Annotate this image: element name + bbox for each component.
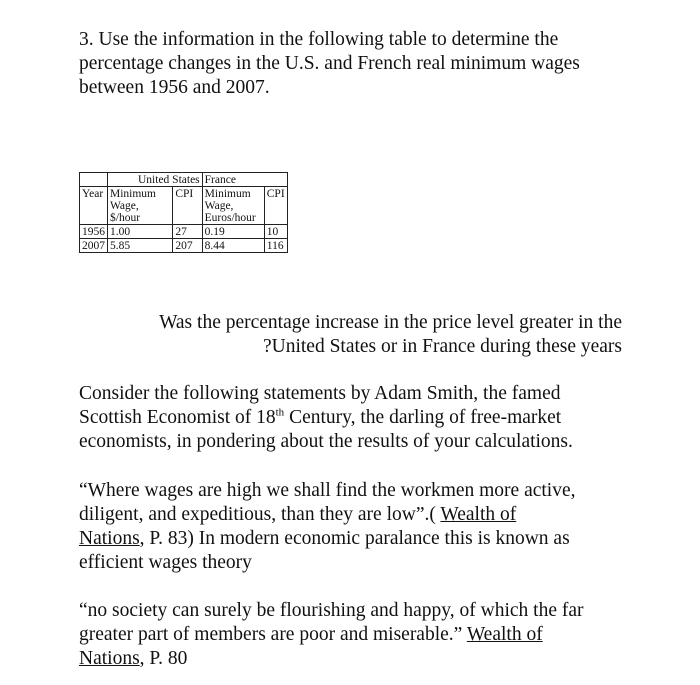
cell-us-wage: 1.00 <box>108 225 173 239</box>
consider-text: Century, the darling of free-market <box>284 407 562 428</box>
table-header-year: Year <box>80 187 108 225</box>
table-header-us-cpi: CPI <box>173 187 202 225</box>
quote-line <box>79 623 639 647</box>
cell-year: 2007 <box>80 239 108 253</box>
quote-line: efficient wages theory <box>79 552 252 573</box>
table-row <box>80 239 288 253</box>
question-paragraph <box>79 28 639 100</box>
wealth-of-nations-link: Nations <box>79 648 140 669</box>
wage-table <box>79 172 288 253</box>
cell-us-cpi: 27 <box>173 225 202 239</box>
quote-line <box>79 527 639 551</box>
cell-us-cpi: 207 <box>173 239 202 253</box>
table-group-us: United States <box>108 173 203 187</box>
table-cell-empty <box>80 173 108 187</box>
table-header-us-wage <box>108 187 173 225</box>
question-line: percentage changes in the U.S. and French real minimum wages <box>79 53 580 74</box>
consider-text: Scottish Economist of 18 <box>79 407 276 428</box>
table-header-fr-cpi: CPI <box>264 187 287 225</box>
quote-line <box>79 647 639 671</box>
quote-line: “Where wages are high we shall find the workmen more active, <box>79 480 576 501</box>
quote-line: “no society can surely be flourishing and happy, of which the far <box>79 600 584 621</box>
followup-line: ?United States or in France during these years <box>262 336 622 357</box>
consider-line: economists, in pondering about the results of your calculations. <box>79 431 573 452</box>
header-text: Wage, <box>110 200 139 212</box>
cell-fr-wage: 8.44 <box>202 239 264 253</box>
header-text: Minimum <box>110 188 157 200</box>
consider-line <box>79 406 639 430</box>
table-group-france: France <box>202 173 287 187</box>
table-header-fr-wage <box>202 187 264 225</box>
wealth-of-nations-link: Wealth of <box>466 624 543 645</box>
quote-text: , P. 83) In modern economic paralance this is known as <box>139 528 570 549</box>
question-line: between 1956 and 2007. <box>79 77 270 98</box>
quote2-paragraph <box>79 599 639 671</box>
quote-text: , P. 80 <box>139 648 188 669</box>
table-header-row <box>80 187 288 225</box>
cell-fr-wage: 0.19 <box>202 225 264 239</box>
cell-us-wage: 5.85 <box>108 239 173 253</box>
header-text: $/hour <box>110 212 141 224</box>
header-text: Euros/hour <box>204 212 256 224</box>
followup-line: Was the percentage increase in the price level greater in the <box>159 312 622 333</box>
quote1-paragraph <box>79 479 639 575</box>
superscript: th <box>275 406 285 419</box>
header-text: Minimum <box>204 188 251 200</box>
wealth-of-nations-link: Nations <box>79 528 140 549</box>
followup-paragraph <box>80 311 622 359</box>
table-row <box>80 225 288 239</box>
cell-year: 1956 <box>80 225 108 239</box>
consider-paragraph <box>79 382 639 454</box>
cell-fr-cpi: 10 <box>264 225 287 239</box>
quote-line <box>79 503 639 527</box>
cell-fr-cpi: 116 <box>264 239 287 253</box>
quote-text: diligent, and expeditious, than they are low”.( <box>79 504 441 525</box>
wealth-of-nations-link: Wealth of <box>440 504 517 525</box>
question-line: 3. Use the information in the following table to determine the <box>79 29 559 50</box>
consider-line: Consider the following statements by Adam Smith, the famed <box>79 383 561 404</box>
header-text: Wage, <box>204 200 234 212</box>
table-group-header-row <box>80 173 288 187</box>
quote-text: greater part of members are poor and miserable.” <box>79 624 467 645</box>
